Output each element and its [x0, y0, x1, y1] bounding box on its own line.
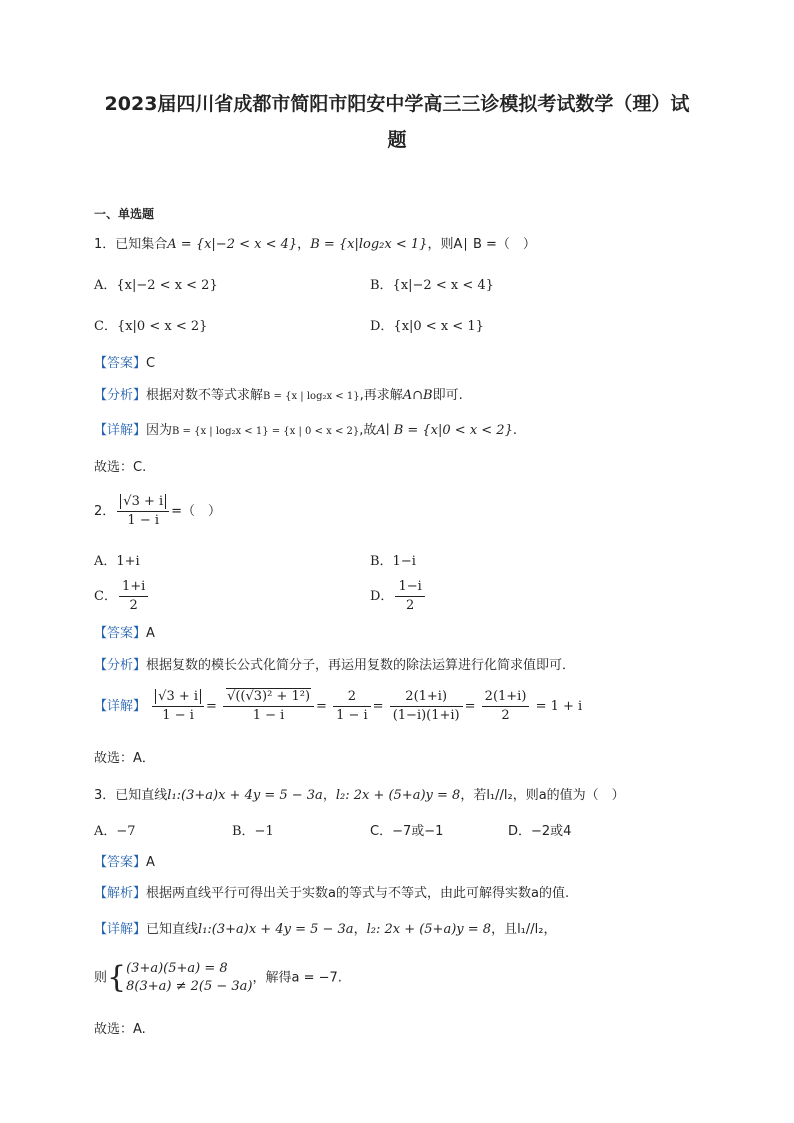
q2-stem: 2． $\frac{√3 + i}{1 - i}$ =（ ）	[94, 494, 222, 528]
q2-option-a: A．1+i	[94, 554, 140, 569]
q1-conclusion: 故选：C.	[94, 460, 147, 475]
q2-option-b: B．1−i	[370, 554, 416, 569]
q2-option-c: C． $\frac{1+i}{2}$	[94, 578, 150, 615]
q1-option-a: A．{x|−2 < x < 2}	[94, 278, 218, 293]
q1-detail: 【详解】因为B = {x | log₂x < 1} = {x | 0 < x < 2},故A∣ B = {x|0 < x < 2}.	[94, 423, 517, 438]
q3-option-a: A．−7	[94, 824, 136, 839]
q3-stem: 3．已知直线l₁:(3+a)x + 4y = 5 − 3a，l₂: 2x + (5+a)y = 8，若l₁//l₂，则a的值为（ ）	[94, 788, 625, 803]
q1-stem: 1．已知集合A = {x|−2 < x < 4}，B = {x|log₂x < 1}，则A∣ B =（ ）	[94, 237, 536, 252]
section-heading: 一、单选题	[94, 207, 155, 221]
q3-option-c: C．−7或−1	[370, 824, 444, 839]
q2-detail: 【详解】 $\frac{√3 + i}{1 - i}$ = $\frac{\text{√((√3)² + 1²)}}{1 - i}$ = $\frac{2}{1 - i}$ = $\frac{2(1+i)}{(1-i)(1+i)}$ = $\frac{2(1+i)}{2}$ = 1 + i	[94, 689, 583, 723]
q1-answer: 【答案】C	[94, 356, 156, 371]
document-title-line-1: 2023届四川省成都市简阳市阳安中学高三三诊模拟考试数学（理）试	[104, 93, 690, 115]
q3-answer: 【答案】A	[94, 855, 155, 870]
q3-option-d: D．−2或4	[508, 824, 572, 839]
q3-analysis: 【解析】根据两直线平行可得出关于实数a的等式与不等式，由此可解得实数a的值.	[94, 886, 570, 901]
q1-option-c: C．{x|0 < x < 2}	[94, 319, 208, 334]
document-title-line-2: 题	[387, 129, 407, 151]
q1-analysis: 【分析】根据对数不等式求解B = {x | log₂x < 1},再求解A∩B即可.	[94, 388, 463, 403]
q3-detail: 【详解】已知直线l₁:(3+a)x + 4y = 5 − 3a，l₂: 2x + (5+a)y = 8，且l₁//l₂，	[94, 922, 557, 937]
q1-option-b: B．{x|−2 < x < 4}	[370, 278, 494, 293]
q3-system: 则{ (3+a)(5+a) = 8 8(3+a) ≠ 2(5 − 3a) ，解得a = −7.	[94, 960, 342, 995]
q2-analysis: 【分析】根据复数的模长公式化简分子，再运用复数的除法运算进行化简求值即可．	[94, 658, 576, 673]
q1-option-d: D．{x|0 < x < 1}	[370, 319, 484, 334]
q3-option-b: B．−1	[232, 824, 274, 839]
q3-conclusion: 故选：A.	[94, 1022, 146, 1037]
q2-option-d: D． $\frac{1-i}{2}$	[370, 578, 427, 615]
q2-answer: 【答案】A	[94, 626, 155, 641]
q2-conclusion: 故选：A．	[94, 751, 155, 766]
